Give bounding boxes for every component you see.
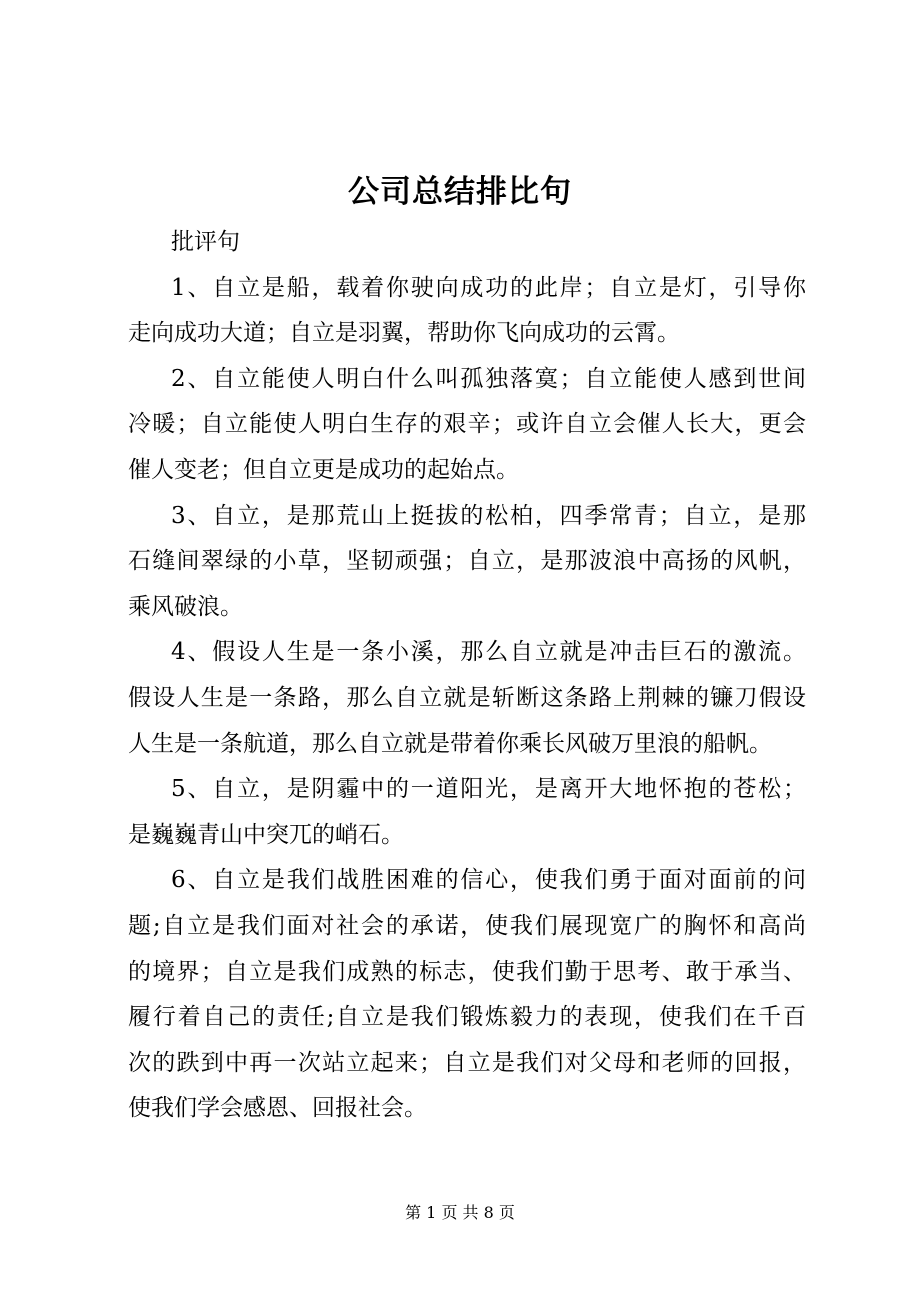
paragraph-line: 6、自立是我们战胜困难的信心，使我们勇于面对面前的问 bbox=[171, 867, 806, 894]
paragraph-line: 次的跌到中再一次站立起来；自立是我们对父母和老师的回报， bbox=[128, 1049, 806, 1076]
section-heading: 批评句 bbox=[171, 229, 240, 255]
paragraph-line: 2、自立能使人明白什么叫孤独落寞；自立能使人感到世间 bbox=[171, 365, 806, 392]
paragraph-line: 走向成功大道；自立是羽翼，帮助你飞向成功的云霄。 bbox=[128, 320, 680, 347]
paragraph-line: 题;自立是我们面对社会的承诺，使我们展现宽广的胸怀和高尚 bbox=[128, 912, 806, 939]
paragraph bbox=[128, 767, 806, 858]
paragraph-line: 冷暖；自立能使人明白生存的艰辛；或许自立会催人长大，更会 bbox=[128, 411, 806, 438]
paragraph-line: 履行着自己的责任;自立是我们锻炼毅力的表现，使我们在千百 bbox=[128, 1004, 806, 1031]
document-body bbox=[128, 220, 806, 1132]
paragraph-line: 1、自立是船，载着你驶向成功的此岸；自立是灯，引导你 bbox=[171, 274, 806, 301]
paragraph-line: 的境界；自立是我们成熟的标志，使我们勤于思考、敢于承当、 bbox=[128, 958, 806, 985]
paragraph-line: 催人变老；但自立更是成功的起始点。 bbox=[128, 456, 519, 483]
document-title: 公司总结排比句 bbox=[348, 174, 572, 210]
paragraph-line: 4、假设人生是一条小溪，那么自立就是冲击巨石的激流。 bbox=[171, 639, 806, 666]
paragraph bbox=[128, 357, 806, 494]
paragraph-line: 使我们学会感恩、回报社会。 bbox=[128, 1095, 427, 1122]
paragraph-line: 是巍巍青山中突兀的峭石。 bbox=[128, 821, 404, 848]
paragraph-line: 5、自立，是阴霾中的一道阳光，是离开大地怀抱的苍松； bbox=[171, 776, 806, 803]
paragraph bbox=[128, 630, 806, 767]
paragraph bbox=[128, 494, 806, 631]
paragraph bbox=[128, 858, 806, 1132]
paragraph-line: 石缝间翠绿的小草，坚韧顽强；自立，是那波浪中高扬的风帆， bbox=[128, 548, 806, 575]
paragraph-line: 3、自立，是那荒山上挺拔的松柏，四季常青；自立，是那 bbox=[171, 502, 806, 529]
paragraph bbox=[128, 266, 806, 357]
paragraph-list bbox=[128, 266, 806, 1132]
paragraph-line: 假设人生是一条路，那么自立就是斩断这条路上荆棘的镰刀假设 bbox=[128, 684, 806, 711]
paragraph-line: 乘风破浪。 bbox=[128, 593, 243, 620]
page-footer: 第 1 页 共 8 页 bbox=[405, 1203, 515, 1222]
paragraph-line: 人生是一条航道，那么自立就是带着你乘长风破万里浪的船帆。 bbox=[128, 730, 772, 757]
